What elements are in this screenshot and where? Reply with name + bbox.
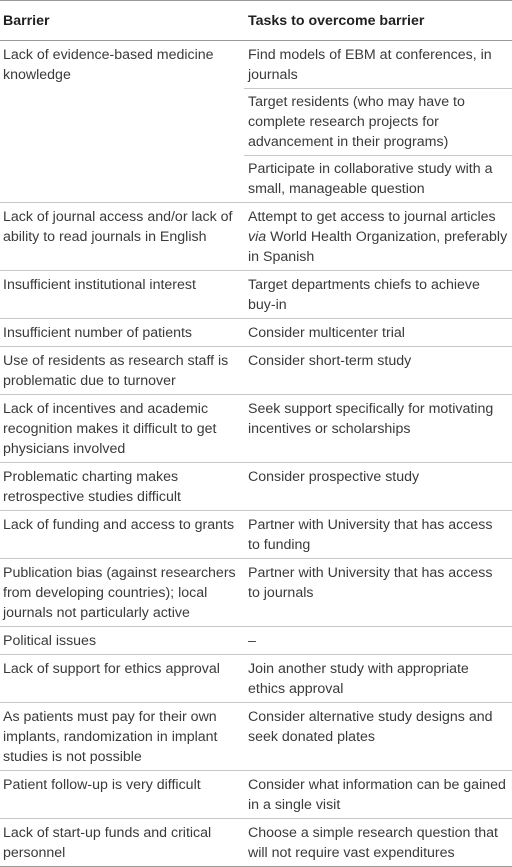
table-row [0,347,512,395]
barrier-cell: Insufficient number of patients [0,319,244,347]
task-cell: Seek support specifically for motivating incentives or scholarships [244,395,512,463]
table-header-row [0,1,512,41]
barrier-cell: Problematic charting makes retrospective studies difficult [0,463,244,511]
table-row [0,627,512,655]
table-row [0,655,512,703]
table-row [0,819,512,867]
column-header-tasks: Tasks to overcome barrier [244,1,512,41]
task-cell [244,41,512,203]
table-row [0,463,512,511]
task-cell: – [244,627,512,655]
table-row [0,395,512,463]
task-cell [244,203,512,271]
task-text-post: World Health Organization, preferably in Spanish [248,229,508,265]
barrier-cell: Insufficient institutional interest [0,271,244,319]
task-cell: Consider alternative study designs and seek donated plates [244,703,512,771]
barrier-cell: Lack of start-up funds and critical personnel [0,819,244,867]
task-text-pre: Attempt to get access to journal articles [248,209,496,225]
task-cell: Partner with University that has access to journals [244,559,512,627]
barrier-cell: Patient follow-up is very difficult [0,771,244,819]
table-row [0,41,512,203]
table-row [0,319,512,347]
column-header-barrier: Barrier [0,1,244,41]
barrier-cell: Lack of journal access and/or lack of ability to read journals in English [0,203,244,271]
barrier-cell: As patients must pay for their own implants, randomization in implant studies is not possible [0,703,244,771]
table-row [0,703,512,771]
barrier-cell: Publication bias (against researchers from developing countries); local journals not particularly active [0,559,244,627]
barrier-cell: Lack of support for ethics approval [0,655,244,703]
task-cell: Consider short-term study [244,347,512,395]
task-cell: Join another study with appropriate ethics approval [244,655,512,703]
barrier-cell: Lack of incentives and academic recognition makes it difficult to get physicians involved [0,395,244,463]
table-row [0,559,512,627]
barrier-cell: Lack of evidence-based medicine knowledge [0,41,244,203]
table-row [0,203,512,271]
barrier-cell: Use of residents as research staff is problematic due to turnover [0,347,244,395]
task-cell: Consider multicenter trial [244,319,512,347]
table-row [0,511,512,559]
barrier-cell: Political issues [0,627,244,655]
task-cell: Target departments chiefs to achieve buy-in [244,271,512,319]
table-row [0,771,512,819]
barrier-cell: Lack of funding and access to grants [0,511,244,559]
task-cell: Consider what information can be gained in a single visit [244,771,512,819]
task-item: Participate in collaborative study with a small, manageable question [244,155,512,199]
task-item: Target residents (who may have to complete research projects for advancement in their programs) [244,88,512,152]
task-text-italic: via [248,229,267,245]
task-cell: Choose a simple research question that will not require vast expenditures [244,819,512,867]
table-row [0,271,512,319]
task-item: Find models of EBM at conferences, in journals [248,47,492,83]
task-cell: Partner with University that has access to funding [244,511,512,559]
task-cell: Consider prospective study [244,463,512,511]
